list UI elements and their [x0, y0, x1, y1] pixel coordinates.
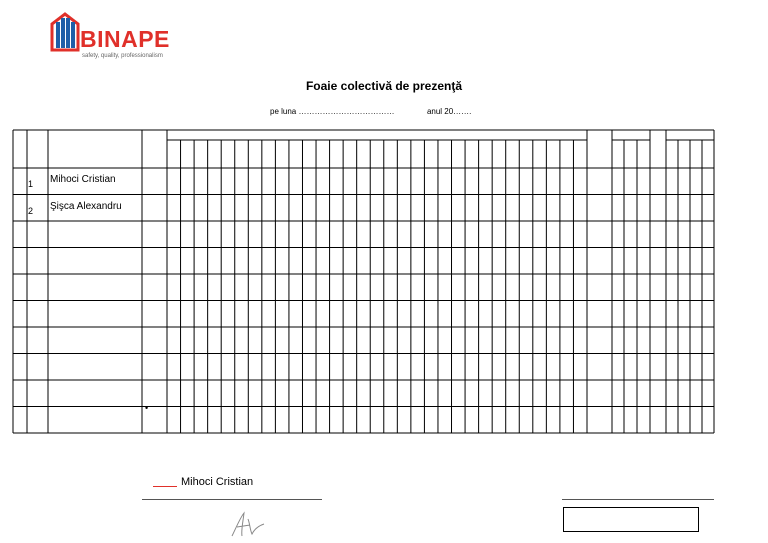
- employee-name: Mihoci Cristian: [50, 174, 116, 185]
- handwritten-signature: [228, 510, 268, 540]
- signature-name: Mihoci Cristian: [181, 476, 254, 488]
- approval-line: [562, 499, 714, 500]
- logo-name: BINAPE: [80, 26, 170, 52]
- month-field: pe luna ………………………………: [270, 107, 395, 116]
- employee-name: Şişca Alexandru: [50, 200, 122, 212]
- bullet-marker: •: [145, 403, 149, 413]
- signature-line: [142, 499, 322, 500]
- page-title: Foaie colectivă de prezenţă: [305, 79, 463, 93]
- approval-box: [563, 507, 699, 532]
- logo-tagline: safety, quality, professionalism: [82, 53, 163, 59]
- row-number: 2: [28, 205, 34, 216]
- year-field: anul 20…….: [426, 107, 472, 116]
- row-number: 1: [28, 179, 34, 189]
- signature-dash: [153, 486, 177, 487]
